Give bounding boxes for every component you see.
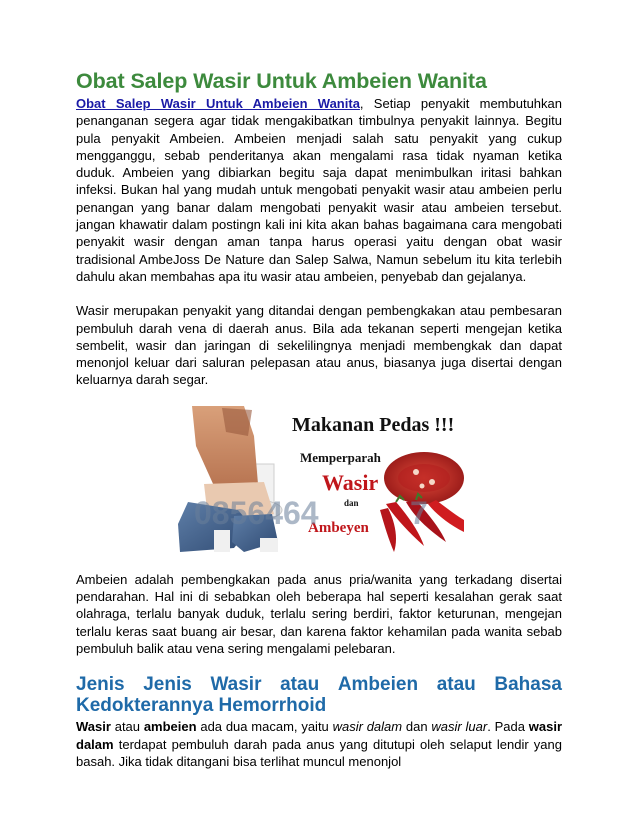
ambeien-definition-paragraph: Ambeien adalah pembengkakan pada anus pria/wanita yang terkadang disertai pendarahan. Hal ini di sebabkan oleh beberapa hal seperti kesalahan gerak saat olahraga, terlalu banyak duduk, terlalu sering berdiri, faktor keturunan, mengejan terlalu keras saat buang air besar, dan karena faktor kehamilan pada wanita sebab pembuluh balik atau vena sering mengalami pelebaran. [76,571,562,656]
figure-line-memperparah: Memperparah [300,449,381,465]
headline-text: Makanan Pedas !!! [292,413,455,436]
keyword-link[interactable]: Obat Salep Wasir Untuk Ambeien Wanita [76,96,360,111]
heading-word: Jenis [76,674,125,696]
heading-word: Bahasa [494,674,562,696]
text-span: atau [110,719,144,735]
heading-word: Jenis [143,674,192,696]
intro-text: , Setiap penyakit membutuhkan penanganan segera agar tidak mengakibatkan timbulnya penyakit lainnya. Begitu pula penyakit Ambeien. Ambeien menjadi salah satu penyakit yang cukup mengganggu, sebab penderitanya akan mengalami rasa tidak nyaman ketika duduk. Ambeien yang dibiarkan begitu saja dapat menimbulkan iritasi bahkan infeksi. Bukan hal yang mudah untuk mengobati penyakit wasir atau ambeien perlu penangan yang banar dalam mengobati penyakit wasir atau ambeien tersebut. jangan khawatir dalam postingn kali ini kita akan bahas bagaimana cara mengobati penyakit wasir dengan aman tanpa harus operasi yaitu dengan obat wasir tradisional AmbeJoss De Nature dan Salep Salwa, Namun sebelum itu kita terlebih dahulu akan membahas apa itu wasir atau ambeien, penyebab dan gejalanya. [76,96,562,284]
section-heading-line2: Kedokterannya Hemorrhoid [76,695,327,717]
page-title: Obat Salep Wasir Untuk Ambeien Wanita [76,69,487,93]
document-page [76,68,562,770]
section-heading [76,674,562,716]
term-wasir-dalam-bold: wasir dalam [76,719,563,752]
heading-word: atau [436,674,476,696]
types-paragraph [76,718,562,770]
heading-word: atau [280,674,320,696]
figure-line-dan: dan [344,497,359,508]
term-wasir-luar: wasir luar [431,719,488,735]
term-wasir-dalam: wasir dalam [332,719,403,735]
spicy-food-illustration [174,406,464,554]
intro-paragraph [76,95,562,285]
figure-line-wasir: Wasir [322,469,379,495]
illustration-svg [174,406,464,554]
watermark-number: 0856464 [194,494,319,531]
text-span: ada dua macam, yaitu [196,719,333,735]
term-wasir: Wasir [76,719,111,735]
term-ambeien: ambeien [143,719,197,735]
heading-word: Ambeien [337,674,419,696]
text-span: terdapat pembuluh darah pada anus yang ditutupi oleh selaput lendir yang basah. Jika tidak ditangani bisa terlihat muncul menonjol [76,736,562,769]
heading-word: Wasir [210,674,262,696]
text-span: dan [402,719,432,735]
section-heading-line1 [76,674,562,695]
figure-line-ambeyen: Ambeyen [308,519,369,536]
wasir-definition-paragraph: Wasir merupakan penyakit yang ditandai dengan pembengkakan atau pembesaran pembuluh darah vena di daerah anus. Bila ada tekanan seperti mengejan ketika sembelit, wasir dan jaringan di sekelilingnya menjadi membengkak dan dapat menonjol keluar dari saluran pelepasan atau anus, biasanya juga disertai dengan keluarnya darah segar. [76,303,562,388]
text-span: . Pada [487,719,529,735]
watermark-number-end: 7 [410,494,428,531]
headline-box [288,409,454,439]
